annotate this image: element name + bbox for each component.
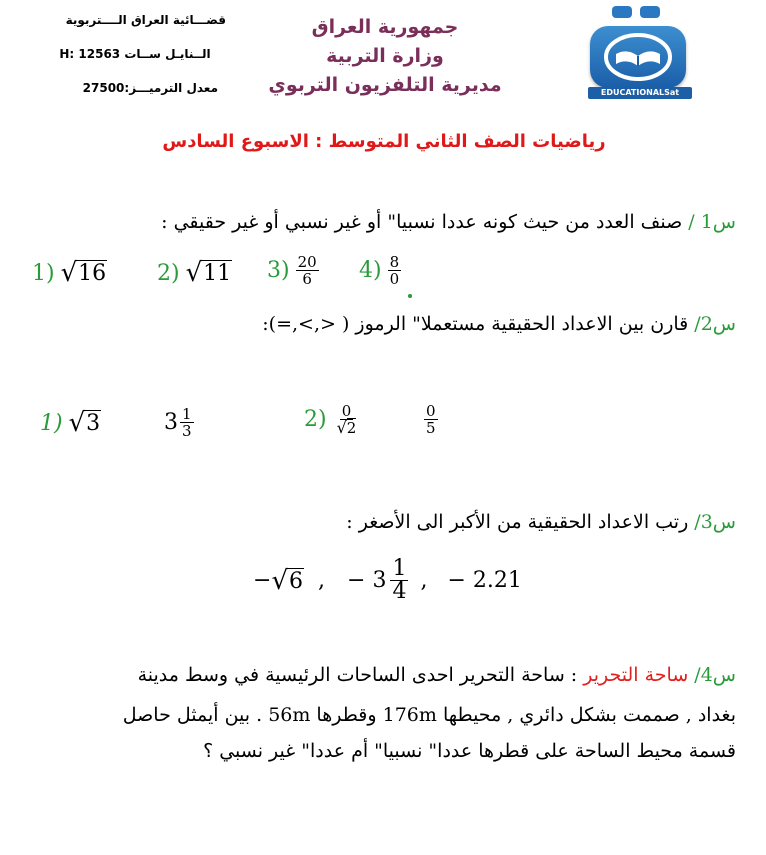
q3-separator: ,: [318, 568, 326, 593]
q2-pair-2-right: [424, 403, 438, 436]
logo-text: EDUCATIONALSat: [588, 87, 692, 99]
question-3: [346, 511, 736, 533]
q2-pair-1-label: 1): [40, 410, 63, 436]
header-symbol-rate: معدل الترميـــز:27500: [82, 81, 218, 95]
green-dot: [408, 294, 412, 298]
logo-badge: [590, 26, 686, 88]
ministry-title: وزارة التربية: [326, 45, 444, 67]
q2-pair-1-fraction: [180, 406, 194, 439]
q2-pair-2-fraction: [335, 403, 359, 436]
question-1-text: صنف العدد من حيث كونه عددا نسبيا" أو غير نسبي أو غير حقيقي :: [161, 211, 689, 233]
q3-n1-sign: −: [253, 568, 272, 593]
q2-pair-2-radicand: 2: [346, 419, 357, 437]
page-title: رياضيات الصف الثاني المتوسط : الاسبوع السادس: [162, 131, 606, 152]
q1-item-4-fraction: [388, 254, 402, 287]
q2-pair-2b-fraction: [424, 403, 438, 436]
q1-item-3-numerator: 20: [297, 253, 317, 271]
q1-item-3: [267, 254, 319, 287]
q1-item-1-label: 1): [32, 260, 55, 286]
question-1-number: س1 /: [688, 211, 736, 233]
q1-item-2-sqrt: √ 11: [185, 258, 232, 288]
q3-n2-fraction: [390, 558, 408, 603]
q3-n2-prefix: − 3: [347, 568, 387, 593]
question-4-text-1: : ساحة التحرير احدى الساحات الرئيسية في وسط مدينة: [137, 664, 584, 686]
tv-directorate-title: مديرية التلفزيون التربوي: [268, 74, 502, 96]
q3-separator: ,: [420, 568, 428, 593]
q1-item-2-radicand: 11: [203, 261, 232, 286]
q3-n3: − 2.21: [447, 568, 522, 593]
question-3-number: س3/: [694, 511, 736, 533]
question-4-number: س4/: [694, 664, 736, 686]
q2-pair-1-right: [164, 406, 194, 439]
logo-square-icon: [612, 6, 632, 18]
q2-pair-2-left: [304, 403, 358, 436]
open-book-icon: [590, 26, 686, 88]
question-4-line-1: [138, 664, 736, 686]
q1-item-1-radicand: 16: [78, 261, 107, 286]
q3-n1-radicand: 6: [289, 568, 304, 594]
header-satellite: الــنايـل ســات 12563 :H: [59, 47, 211, 61]
question-1: [161, 211, 736, 233]
q1-item-4: [359, 254, 401, 287]
q1-item-4-denominator: 0: [389, 270, 400, 288]
q1-item-2-label: 2): [157, 260, 180, 286]
question-4-line-3: قسمة محيط الساحة على قطرها عددا" نسبيا" أم عددا" غير نسبي ؟: [203, 740, 736, 762]
q2-pair-2b-numerator: 0: [426, 402, 436, 420]
q2-pair-2-numerator: 0: [341, 402, 352, 420]
q1-item-1-sqrt: √ 16: [60, 258, 107, 288]
q1-item-4-label: 4): [359, 258, 382, 283]
q1-item-3-label: 3): [267, 258, 290, 283]
question-2-text: قارن بين الاعداد الحقيقية مستعملا" الرموز ( <,>,=):: [262, 313, 695, 335]
q3-numbers: [253, 558, 522, 603]
q3-n1-sqrt: √ 6: [271, 565, 304, 596]
republic-title: جمهورية العراق: [311, 16, 459, 38]
q2-pair-1-radicand: 3: [86, 411, 101, 436]
q1-item-3-denominator: 6: [302, 270, 312, 288]
q2-pair-2-label: 2): [304, 407, 327, 432]
q2-pair-1-denominator: 3: [182, 422, 192, 440]
q3-n2-numerator: 1: [392, 556, 407, 581]
question-4-line-2: بغداد , صممت بشكل دائري , محيطها 176m وقطرها 56m . بين أيمثل حاصل: [122, 704, 736, 726]
question-2-number: س2/: [694, 313, 736, 335]
q3-n2-denominator: 4: [392, 579, 407, 604]
q1-item-3-fraction: [296, 254, 319, 287]
q1-item-1: [32, 260, 107, 286]
q1-item-4-numerator: 8: [389, 253, 400, 271]
question-2: [262, 313, 736, 335]
q2-pair-2b-denominator: 5: [426, 419, 436, 437]
logo-square-icon: [640, 6, 660, 18]
q2-pair-1-left: [40, 410, 101, 436]
header-directorate: قضـــائية العراق الــــتربوية: [65, 13, 226, 27]
q2-pair-1-sqrt: √ 3: [68, 408, 101, 438]
q2-pair-1-whole: 3: [164, 410, 178, 435]
q2-pair-2-denominator: √2: [336, 418, 357, 437]
q1-item-2: [157, 260, 232, 286]
question-3-text: رتب الاعداد الحقيقية من الأكبر الى الأصغر :: [346, 511, 695, 533]
question-4-topic: ساحة التحرير: [583, 664, 695, 686]
q2-pair-1-numerator: 1: [182, 405, 192, 423]
